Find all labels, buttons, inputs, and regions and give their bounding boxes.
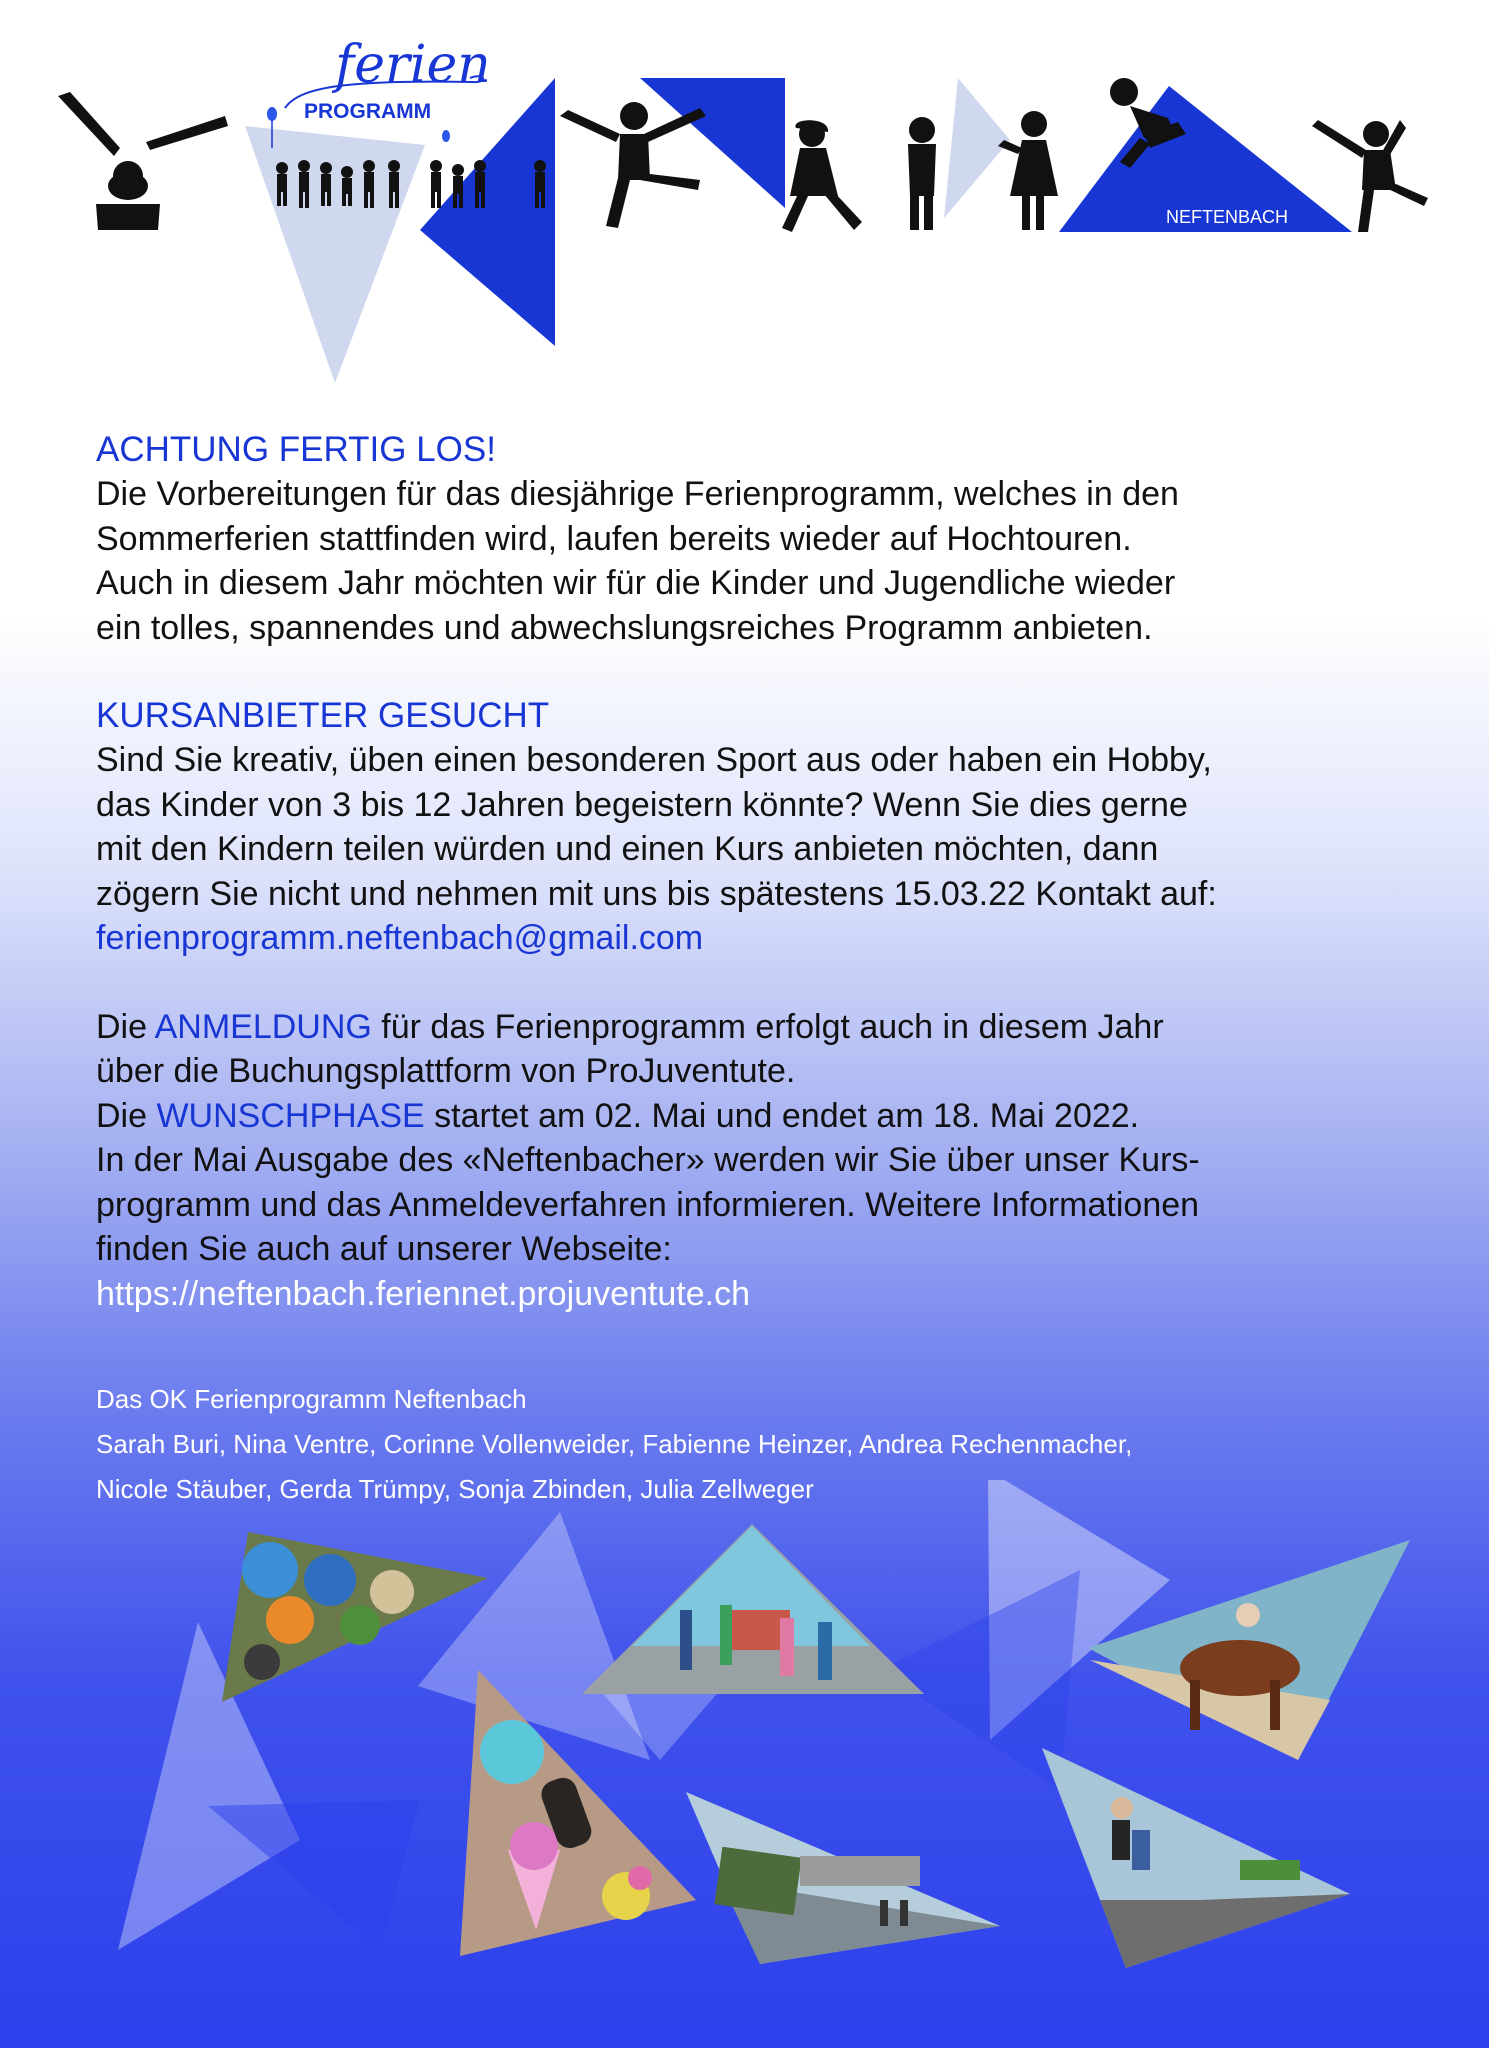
anmeldung-line xyxy=(96,1005,1426,1050)
ok-title: Das OK Ferienprogramm Neftenbach xyxy=(96,1384,527,1414)
dancing-girl-silhouette xyxy=(998,111,1058,230)
section-body-kursanbieter: Sind Sie kreativ, üben einen besonderen Sport aus oder haben ein Hobby, das Kinder von 3 bis 12 Jahren begeistern könnte? Wenn Sie dies gerne mit den Kindern teilen würden und einen Kurs anbieten möchten, dann zögern Sie nicht und nehmen mit uns bis spätestens 15.03.22 Kontakt auf: xyxy=(96,741,1217,913)
mai-ausgabe-text: In der Mai Ausgabe des «Neftenbacher» werden wir Sie über unser Kurs- programm und das Anmeldeverfahren informieren. Weitere Informationen finden Sie auch auf unserer Webseite: xyxy=(96,1141,1200,1268)
ok-names-line1: Sarah Buri, Nina Ventre, Corinne Vollenweider, Fabienne Heinzer, Andrea Rechenmacher, xyxy=(96,1429,1133,1459)
running-girl-silhouette xyxy=(782,120,862,232)
anmeldung-suffix: für das Ferienprogramm erfolgt auch in diesem Jahr xyxy=(371,1007,1164,1046)
blue-triangle-top xyxy=(640,78,785,208)
section-achtung xyxy=(96,428,1426,650)
main-content xyxy=(96,428,1426,1360)
email-link[interactable]: ferienprogramm.neftenbach@gmail.com xyxy=(96,919,704,957)
wunschphase-line xyxy=(96,1094,1426,1139)
blue-triangle-left xyxy=(420,78,555,346)
logo-ferien-text: ferien xyxy=(335,35,491,95)
section-title-achtung: ACHTUNG FERTIG LOS! xyxy=(96,430,496,469)
wunschphase-keyword: WUNSCHPHASE xyxy=(156,1096,425,1135)
section-kursanbieter xyxy=(96,694,1426,961)
toddler-silhouette xyxy=(908,117,936,230)
photo-collage xyxy=(0,1480,1489,2048)
translucent-triangle-3 xyxy=(418,1512,650,1760)
cartwheel-child-silhouette xyxy=(58,92,228,230)
ok-names-line2: Nicole Stäuber, Gerda Trümpy, Sonja Zbinden, Julia Zellweger xyxy=(96,1474,814,1504)
photo-inline-skating xyxy=(582,1524,924,1694)
wunschphase-prefix: Die xyxy=(96,1096,157,1135)
photo-fire-truck xyxy=(686,1792,1000,1964)
logo-programm-text: PROGRAMM xyxy=(304,100,432,123)
anmeldung-prefix: Die xyxy=(96,1007,155,1046)
anmeldung-keyword: ANMELDUNG xyxy=(154,1007,372,1046)
photo-skatepark xyxy=(1042,1748,1350,1968)
light-triangle-mid xyxy=(944,78,1010,218)
website-link[interactable]: https://neftenbach.feriennet.projuventute.ch xyxy=(96,1274,751,1313)
header-banner xyxy=(0,0,1489,420)
wunschphase-suffix: startet am 02. Mai und endet am 18. Mai 2022. xyxy=(424,1096,1140,1135)
section-anmeldung xyxy=(96,1005,1426,1317)
section-body-achtung: Die Vorbereitungen für das diesjährige Ferienprogramm, welches in den Sommerferien stattfinden wird, laufen bereits wieder auf Hochtouren. Auch in diesem Jahr möchten wir für die Kinder und Jugendliche wieder ein tolles, spannendes und abwechslungsreiches Programm anbieten. xyxy=(96,475,1179,647)
neftenbach-badge: NEFTENBACH xyxy=(1166,207,1289,227)
jumping-child-silhouette xyxy=(560,102,706,228)
section-title-kursanbieter: KURSANBIETER GESUCHT xyxy=(96,696,550,735)
buchungsplattform-line: über die Buchungsplattform von ProJuventute. xyxy=(96,1052,796,1090)
